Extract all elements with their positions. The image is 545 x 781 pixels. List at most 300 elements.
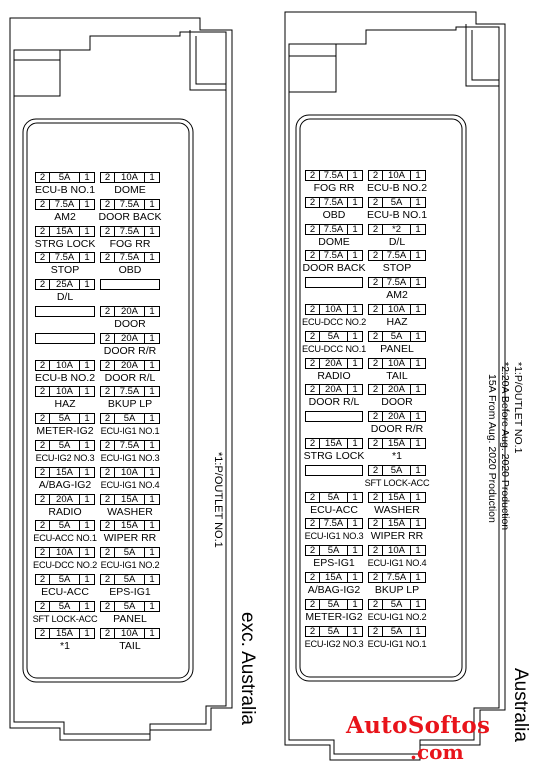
fuse-pin-2: 2: [306, 171, 320, 180]
fuse-amperage: 7.5A: [115, 441, 145, 450]
fuse-pin-1: 1: [149, 359, 155, 371]
fuse-label: STOP: [50, 264, 80, 277]
fuse-label: DOOR R/L: [308, 396, 360, 409]
fuse-slot: [368, 572, 426, 583]
fuse-pin-2: 2: [369, 359, 383, 368]
fuse-pin-2: 2: [306, 251, 320, 260]
fuse-pin-2: 2: [306, 225, 320, 234]
fuse-label: RADIO: [48, 505, 82, 518]
fuse-amperage: 7.5A: [115, 387, 145, 396]
fuse-slot: [305, 224, 363, 235]
fuse-label: ECU-IG1 NO.1: [367, 638, 427, 649]
fuse-pin-1: 1: [149, 466, 155, 478]
fuse-pin-1: 1: [415, 491, 421, 503]
fuse-amperage: 15A: [383, 519, 411, 528]
fuse-amperage: 7.5A: [320, 198, 348, 207]
fuse-amperage: 20A: [320, 385, 348, 394]
fuse-pin-1: 1: [149, 198, 155, 210]
fuse-amperage: 5A: [320, 546, 348, 555]
fuse-label: AM2: [54, 210, 76, 223]
fuse-pin-2: 2: [306, 546, 320, 555]
fuse-pin-2: 2: [369, 412, 383, 421]
fuse-pin-1: 1: [352, 491, 358, 503]
fuse-slot: [35, 252, 95, 263]
fuse-pin-2: 2: [36, 548, 50, 557]
fuse-label: ECU-IG1 NO.1: [100, 426, 160, 437]
fuse-pin-2: 2: [101, 441, 115, 450]
fuse-label: ECU-ACC: [41, 586, 89, 598]
fuse-label: TAIL: [386, 369, 408, 382]
fuse-slot: [35, 413, 95, 424]
empty-fuse-slot: [100, 279, 160, 290]
fuse-pin-2: 2: [306, 519, 320, 528]
fuse-label: ECU-ACC: [310, 503, 358, 516]
fuse-pin-1: 1: [149, 627, 155, 639]
fuse-pin-2: 2: [369, 573, 383, 582]
fuse-slot: [305, 358, 363, 369]
fuse-pin-1: 1: [415, 572, 421, 583]
right-footnote-3: 15A From Aug. 2020 Production: [486, 374, 498, 523]
right-footnotes: [485, 362, 524, 530]
fuse-pin-1: 1: [149, 332, 155, 344]
fuse-pin-2: 2: [101, 521, 115, 530]
fuse-slot: [100, 520, 160, 531]
empty-fuse-slot: [35, 306, 95, 317]
fuse-slot: [35, 199, 95, 210]
fuse-label: OBD: [322, 208, 346, 221]
fuse-amperage: 15A: [383, 493, 411, 502]
fuse-pin-1: 1: [352, 250, 358, 262]
fuse-amperage: 5A: [50, 602, 80, 611]
fuse-amperage: 10A: [115, 629, 145, 638]
fuse-pin-1: 1: [149, 386, 155, 398]
fuse-amperage: *2: [383, 225, 411, 234]
fuse-slot: [35, 628, 95, 639]
fuse-label: DOOR BACK: [302, 262, 366, 275]
fuse-slot: [35, 360, 95, 371]
fuse-pin-2: 2: [306, 332, 320, 341]
fuse-label: ECU-DCC NO.2: [33, 560, 97, 571]
fuse-slot: [368, 277, 426, 288]
fuse-slot: [35, 226, 95, 237]
fuse-slot: [35, 547, 95, 558]
fuse-pin-1: 1: [149, 600, 155, 612]
fuse-slot: [305, 599, 363, 610]
fuse-amperage: 5A: [50, 521, 80, 530]
fuse-pin-1: 1: [84, 547, 90, 559]
fuse-amperage: 5A: [115, 548, 145, 557]
fuse-slot: [305, 626, 363, 637]
fuse-pin-1: 1: [84, 600, 90, 612]
fuse-pin-1: 1: [352, 330, 358, 342]
fuse-label: EPS-IG1: [109, 586, 151, 598]
fuse-slot: [305, 304, 363, 315]
fuse-label: AM2: [386, 289, 408, 302]
fuse-pin-2: 2: [101, 387, 115, 396]
fuse-amperage: 20A: [383, 412, 411, 421]
fuse-pin-2: 2: [369, 546, 383, 555]
fuse-amperage: 5A: [320, 493, 348, 502]
fuse-amperage: 7.5A: [115, 200, 145, 209]
fuse-amperage: 15A: [115, 521, 145, 530]
fuse-pin-1: 1: [415, 598, 421, 610]
fuse-label: WIPER RR: [103, 532, 157, 545]
fuse-label: METER-IG2: [36, 425, 94, 438]
fuse-pin-1: 1: [84, 198, 90, 210]
fuse-slot: [368, 626, 426, 637]
fuse-amperage: 15A: [50, 629, 80, 638]
fuse-amperage: 15A: [50, 468, 80, 477]
fuse-slot: [368, 224, 426, 235]
fuse-pin-2: 2: [36, 414, 50, 423]
fuse-amperage: 7.5A: [50, 200, 80, 209]
fuse-slot: [368, 304, 426, 315]
fuse-pin-2: 2: [36, 280, 50, 289]
fuse-pin-1: 1: [415, 464, 421, 476]
fuse-slot: [305, 384, 363, 395]
fuse-slot: [368, 250, 426, 261]
fuse-amperage: 20A: [115, 334, 145, 343]
fuse-amperage: 7.5A: [115, 227, 145, 236]
fuse-amperage: 20A: [115, 307, 145, 316]
fuse-amperage: 5A: [383, 600, 411, 609]
fuse-amperage: 10A: [383, 546, 411, 555]
fuse-pin-1: 1: [84, 493, 90, 505]
fuse-label: HAZ: [54, 398, 76, 411]
fuse-pin-1: 1: [149, 547, 155, 559]
fuse-pin-2: 2: [101, 575, 115, 584]
fuse-amperage: 7.5A: [383, 251, 411, 260]
fuse-amperage: 5A: [383, 627, 411, 636]
fuse-slot: [305, 331, 363, 342]
fuse-slot: [100, 386, 160, 397]
fuse-label: ECU-IG1 NO.3: [304, 531, 364, 542]
fuse-slot: [35, 574, 95, 585]
fuse-pin-2: 2: [369, 439, 383, 448]
watermark-logo: AutoSoftos: [346, 712, 491, 739]
fuse-amperage: 15A: [383, 439, 411, 448]
fuse-amperage: 5A: [50, 414, 80, 423]
fuse-label: ECU-B NO.1: [366, 208, 428, 221]
fuse-pin-2: 2: [369, 385, 383, 394]
fuse-amperage: 5A: [115, 414, 145, 423]
fuse-pin-2: 2: [36, 173, 50, 182]
fuse-amperage: 5A: [50, 441, 80, 450]
fuse-label: PANEL: [380, 342, 414, 355]
fuse-pin-1: 1: [352, 545, 358, 557]
fuse-slot: [368, 358, 426, 369]
fuse-label: ECU-DCC NO.2: [302, 317, 366, 327]
fuse-pin-2: 2: [369, 278, 383, 287]
fuse-slot: [305, 492, 363, 503]
fuse-label: DOOR BACK: [98, 210, 162, 223]
fuse-amperage: 20A: [383, 385, 411, 394]
fuse-pin-1: 1: [84, 413, 90, 425]
fuse-pin-2: 2: [36, 575, 50, 584]
fuse-pin-2: 2: [369, 600, 383, 609]
fuse-slot: [100, 574, 160, 585]
fuse-slot: [305, 197, 363, 208]
fuse-label: BKUP LP: [374, 584, 420, 596]
fuse-amperage: 7.5A: [115, 253, 145, 262]
fuse-slot: [100, 333, 160, 344]
fuse-slot: [368, 545, 426, 556]
fuse-label: BKUP LP: [107, 398, 153, 411]
fuse-pin-2: 2: [36, 521, 50, 530]
fuse-pin-1: 1: [84, 466, 90, 478]
fuse-label: WIPER RR: [370, 530, 424, 543]
fuse-amperage: 15A: [115, 495, 145, 504]
fuse-pin-1: 1: [352, 625, 358, 637]
fuse-pin-1: 1: [149, 225, 155, 237]
fuse-label: ECU-IG1 NO.3: [100, 453, 160, 463]
fuse-pin-2: 2: [101, 307, 115, 316]
fuse-pin-2: 2: [369, 519, 383, 528]
fuse-pin-1: 1: [415, 170, 421, 181]
fuse-pin-1: 1: [84, 627, 90, 639]
fuse-slot: [100, 306, 160, 317]
fuse-pin-1: 1: [415, 384, 421, 396]
fuse-slot: [100, 467, 160, 478]
fuse-pin-2: 2: [306, 627, 320, 636]
fuse-pin-2: 2: [369, 493, 383, 502]
fuse-pin-2: 2: [306, 573, 320, 582]
fuse-label: FOG RR: [109, 237, 151, 250]
fuse-slot: [35, 386, 95, 397]
fuse-pin-1: 1: [352, 572, 358, 583]
fuse-pin-1: 1: [352, 196, 358, 208]
fuse-pin-1: 1: [415, 438, 421, 449]
fuse-label: ECU-IG2 NO.3: [304, 638, 364, 649]
left-side-label: exc. Australia: [237, 612, 258, 725]
fuse-amperage: 7.5A: [383, 278, 411, 287]
fuse-pin-1: 1: [352, 438, 358, 449]
fuse-slot: [368, 599, 426, 610]
fuse-pin-2: 2: [101, 602, 115, 611]
fuse-pin-1: 1: [84, 252, 90, 264]
fuse-label: D/L: [56, 291, 74, 304]
empty-fuse-slot: [305, 465, 363, 476]
fuse-pin-2: 2: [369, 466, 383, 475]
fuse-amperage: 10A: [50, 548, 80, 557]
fuse-label: ECU-B NO.1: [34, 184, 96, 196]
fuse-amperage: 15A: [320, 573, 348, 582]
fuse-slot: [305, 438, 363, 449]
fuse-label: A/BAG-IG2: [38, 478, 92, 491]
fuse-pin-2: 2: [101, 629, 115, 638]
fuse-pin-2: 2: [101, 200, 115, 209]
fuse-slot: [305, 572, 363, 583]
fuse-pin-2: 2: [36, 387, 50, 396]
fuse-pin-1: 1: [352, 223, 358, 235]
fuse-slot: [100, 199, 160, 210]
fuse-pin-1: 1: [415, 250, 421, 262]
fuse-pin-1: 1: [84, 440, 90, 451]
fuse-pin-2: 2: [369, 627, 383, 636]
fuse-label: ECU-B NO.2: [34, 371, 96, 384]
fuse-slot: [100, 226, 160, 237]
fuse-amperage: 15A: [320, 439, 348, 448]
fuse-pin-1: 1: [84, 359, 90, 371]
fuse-slot: [368, 438, 426, 449]
fuse-slot: [368, 331, 426, 342]
fuse-amperage: 10A: [383, 305, 411, 314]
fuse-pin-2: 2: [369, 251, 383, 260]
fuse-amperage: 10A: [115, 173, 145, 182]
fuse-pin-1: 1: [415, 625, 421, 637]
right-footnote-2: *2:20A Before Aug. 2020 Production: [499, 362, 511, 531]
fuse-amperage: 10A: [320, 305, 348, 314]
fuse-slot: [100, 628, 160, 639]
fuse-slot: [35, 440, 95, 451]
fuse-slot: [35, 601, 95, 612]
fuse-amperage: 7.5A: [320, 251, 348, 260]
fuse-label: ECU-IG1 NO.4: [367, 558, 427, 569]
fuse-label: PANEL: [113, 612, 147, 625]
fuse-pin-1: 1: [415, 304, 421, 315]
fuse-pin-1: 1: [84, 574, 90, 585]
fuse-pin-2: 2: [306, 385, 320, 394]
right-footnote-1: *1:P/OUTLET NO.1: [512, 362, 524, 454]
fuse-slot: [368, 197, 426, 208]
fuse-pin-2: 2: [101, 468, 115, 477]
fuse-pin-1: 1: [84, 386, 90, 398]
fuse-pin-2: 2: [369, 171, 383, 180]
fuse-pin-2: 2: [369, 305, 383, 314]
fuse-amperage: 20A: [320, 359, 348, 368]
fuse-pin-2: 2: [101, 361, 115, 370]
fuse-slot: [35, 494, 95, 505]
fuse-amperage: 10A: [383, 359, 411, 368]
fuse-label: DOOR R/R: [370, 423, 424, 436]
fuse-slot: [100, 494, 160, 505]
fuse-pin-2: 2: [101, 173, 115, 182]
fuse-slot: [305, 518, 363, 529]
fuse-pin-1: 1: [415, 545, 421, 557]
fuse-label: ECU-B NO.2: [366, 182, 428, 194]
fuse-amperage: 5A: [383, 466, 411, 475]
fuse-slot: [368, 170, 426, 181]
empty-fuse-slot: [35, 333, 95, 344]
fuse-slot: [100, 601, 160, 612]
fuse-amperage: 5A: [320, 600, 348, 609]
watermark-domain: .com: [410, 740, 464, 764]
fuse-pin-2: 2: [306, 600, 320, 609]
fuse-amperage: 5A: [50, 575, 80, 584]
fuse-slot: [100, 360, 160, 371]
fuse-label: ECU-IG1 NO.2: [367, 611, 427, 622]
fuse-pin-1: 1: [415, 277, 421, 289]
fuse-pin-1: 1: [352, 304, 358, 315]
fuse-label: HAZ: [386, 316, 408, 328]
fuse-label: WASHER: [107, 505, 153, 518]
fuse-pin-1: 1: [352, 357, 358, 369]
fuse-pin-2: 2: [36, 468, 50, 477]
fuse-label: A/BAG-IG2: [307, 584, 361, 596]
fuse-label: STRG LOCK: [34, 237, 96, 250]
fuse-pin-2: 2: [306, 439, 320, 448]
fuse-amperage: 5A: [115, 602, 145, 611]
fuse-pin-1: 1: [415, 223, 421, 235]
fuse-amperage: 5A: [320, 627, 348, 636]
fuse-amperage: 15A: [50, 227, 80, 236]
fuse-slot: [100, 547, 160, 558]
fuse-label: ECU-IG1 NO.4: [100, 479, 160, 490]
fuse-pin-1: 1: [149, 574, 155, 585]
fuse-amperage: 7.5A: [50, 253, 80, 262]
fuse-label: STOP: [382, 262, 412, 275]
fuse-label: WASHER: [374, 503, 420, 516]
fuse-label: ECU-IG1 NO.2: [100, 560, 160, 571]
left-footnote: *1:P/OUTLET NO.1: [212, 452, 224, 548]
empty-fuse-slot: [305, 411, 363, 422]
fuse-label: OBD: [118, 264, 142, 277]
right-side-label: Australia: [510, 668, 531, 742]
fuse-label: STRG LOCK: [303, 450, 365, 462]
fuse-pin-2: 2: [101, 253, 115, 262]
fuse-pin-1: 1: [415, 196, 421, 208]
fuse-label: DOOR: [381, 396, 413, 409]
fuse-label: SFT LOCK-ACC: [32, 613, 98, 624]
fuse-label: D/L: [388, 235, 406, 248]
fuse-pin-1: 1: [415, 518, 421, 530]
fuse-slot: [305, 545, 363, 556]
fuse-pin-1: 1: [352, 170, 358, 181]
fuse-amperage: 5A: [383, 332, 411, 341]
fuse-pin-1: 1: [84, 279, 90, 291]
fuse-pin-2: 2: [36, 253, 50, 262]
fuse-pin-1: 1: [149, 252, 155, 264]
fuse-label: SFT LOCK-ACC: [364, 477, 430, 488]
fuse-pin-2: 2: [36, 629, 50, 638]
fuse-label: DOOR R/L: [104, 371, 156, 384]
fuse-label: DOOR R/R: [103, 344, 157, 357]
fuse-slot: [35, 467, 95, 478]
fuse-slot: [100, 172, 160, 183]
fuse-pin-2: 2: [369, 225, 383, 234]
fuse-label: ECU-IG2 NO.3: [35, 453, 95, 463]
fuse-slot: [100, 413, 160, 424]
fuse-pin-1: 1: [149, 440, 155, 451]
fuse-slot: [368, 384, 426, 395]
fuse-pin-2: 2: [36, 441, 50, 450]
fuse-pin-2: 2: [36, 200, 50, 209]
fuse-slot: [368, 465, 426, 476]
fuse-pin-1: 1: [352, 384, 358, 396]
fuse-pin-1: 1: [352, 518, 358, 530]
fuse-label: ECU-DCC NO.1: [302, 343, 366, 354]
fuse-slot: [35, 520, 95, 531]
fuse-pin-1: 1: [352, 598, 358, 610]
fuse-pin-2: 2: [306, 493, 320, 502]
fuse-pin-2: 2: [36, 361, 50, 370]
fuse-label: *1: [60, 639, 70, 652]
fuse-amperage: 5A: [383, 198, 411, 207]
fuse-amperage: 5A: [320, 332, 348, 341]
fuse-pin-1: 1: [415, 411, 421, 423]
fuse-pin-2: 2: [101, 227, 115, 236]
fuse-label: TAIL: [119, 639, 141, 652]
fuse-pin-2: 2: [101, 414, 115, 423]
fuse-pin-1: 1: [149, 172, 155, 183]
fuse-label: DOME: [114, 184, 146, 196]
fuse-pin-1: 1: [415, 357, 421, 369]
fuse-pin-2: 2: [306, 198, 320, 207]
fuse-label: FOG RR: [313, 182, 355, 194]
fuse-amperage: 5A: [115, 575, 145, 584]
fuse-pin-1: 1: [84, 520, 90, 532]
fuse-pin-2: 2: [306, 359, 320, 368]
